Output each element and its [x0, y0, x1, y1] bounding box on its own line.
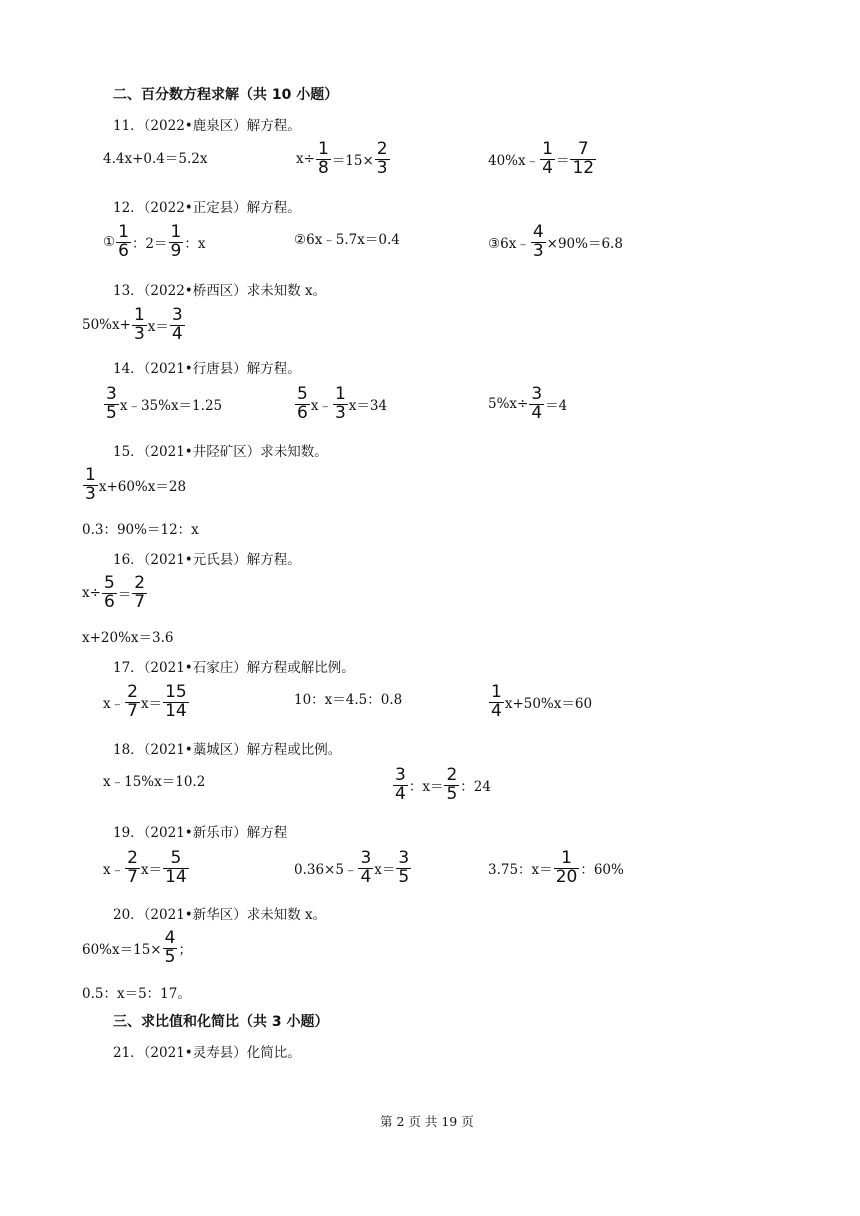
q12-equation-2: ②6x﹣5.7x＝0.4 [294, 232, 400, 248]
fraction: $\frac{1}{8}$ [317, 139, 329, 178]
fraction: $\frac{1}{4}$ [542, 139, 553, 178]
fraction: $\frac{4}{3}$ [532, 222, 544, 261]
fraction: $\frac{5}{14}$ [165, 848, 187, 887]
q17-equation-1: x﹣ $\frac{2}{7}$ x＝ $\frac{15}{14}$ [103, 682, 187, 721]
q12-equation-1: ① $\frac{1}{6}$ ：2＝ $\frac{1}{9}$ ：x [103, 222, 206, 261]
q15-equation-2: 0.3：90%＝12：x [82, 522, 199, 538]
q14-equation-2: $\frac{5}{6}$ x﹣ $\frac{1}{3}$ x＝34 [297, 384, 388, 423]
fraction: $\frac{7}{12}$ [572, 139, 595, 178]
fraction: $\frac{5}{6}$ [297, 384, 308, 423]
fraction: $\frac{1}{3}$ [85, 465, 96, 504]
q20-equation-1: 60%x＝15× $\frac{4}{5}$ ； [82, 928, 192, 967]
fraction: $\frac{2}{3}$ [376, 139, 388, 178]
question-13-label: 13．（2022•桥西区）求未知数 x。 [113, 283, 327, 299]
fraction: $\frac{2}{7}$ [134, 573, 146, 612]
fraction: $\frac{2}{5}$ [446, 765, 458, 804]
question-14-label: 14．（2021•行唐县）解方程。 [113, 361, 301, 377]
question-18-label: 18．（2021•藁城区）解方程或比例。 [113, 742, 342, 758]
q15-equation-1: $\frac{1}{3}$ x+60%x＝28 [85, 465, 187, 504]
q11-equation-3: 40%x﹣ $\frac{1}{4}$ ＝ $\frac{7}{12}$ [488, 139, 595, 178]
q18-equation-1: x﹣15%x＝10.2 [103, 774, 206, 790]
fraction: $\frac{15}{14}$ [165, 682, 187, 721]
q13-equation-1: 50%x+ $\frac{1}{3}$ x＝ $\frac{3}{4}$ [82, 305, 183, 344]
fraction: $\frac{3}{4}$ [531, 384, 543, 423]
fraction: $\frac{1}{4}$ [491, 682, 502, 721]
fraction: $\frac{3}{5}$ [398, 848, 410, 887]
fraction: $\frac{3}{4}$ [360, 848, 372, 887]
q16-equation-1: x÷ $\frac{5}{6}$ ＝ $\frac{2}{7}$ [82, 573, 146, 612]
q11-equation-1: 4.4x+0.4＝5.2x [103, 151, 208, 167]
q16-equation-2: x+20%x＝3.6 [82, 630, 174, 646]
q20-equation-2: 0.5：x＝5：17。 [82, 986, 191, 1002]
q18-equation-2: $\frac{3}{4}$ ：x＝ $\frac{2}{5}$ ：24 [395, 765, 491, 804]
fraction: $\frac{1}{20}$ [555, 848, 578, 887]
section-heading-2: 二、百分数方程求解（共 10 小题） [113, 87, 339, 103]
question-20-label: 20．（2021•新华区）求未知数 x。 [113, 907, 327, 923]
fraction: $\frac{5}{6}$ [103, 573, 115, 612]
q19-equation-1: x﹣ $\frac{2}{7}$ x＝ $\frac{5}{14}$ [103, 848, 187, 887]
question-17-label: 17．（2021•石家庄）解方程或解比例。 [113, 660, 355, 676]
q12-equation-3: ③6x﹣ $\frac{4}{3}$ ×90%＝6.8 [488, 222, 623, 261]
q14-equation-1: $\frac{3}{5}$ x﹣35%x＝1.25 [106, 384, 223, 423]
section-heading-3: 三、求比值和化简比（共 3 小题） [113, 1014, 329, 1030]
fraction: $\frac{3}{5}$ [106, 384, 117, 423]
fraction: $\frac{1}{6}$ [118, 222, 129, 261]
q19-equation-2: 0.36×5﹣ $\frac{3}{4}$ x＝ $\frac{3}{5}$ [294, 848, 410, 887]
page-footer: 第 2 页 共 19 页 [380, 1114, 474, 1129]
q14-equation-3: 5%x÷ $\frac{3}{4}$ ＝4 [488, 384, 568, 423]
q17-equation-3: $\frac{1}{4}$ x+50%x＝60 [491, 682, 593, 721]
fraction: $\frac{3}{4}$ [171, 305, 183, 344]
fraction: $\frac{1}{3}$ [334, 384, 346, 423]
question-11-label: 11．（2022•鹿泉区）解方程。 [113, 118, 301, 134]
fraction: $\frac{2}{7}$ [127, 848, 138, 887]
fraction: $\frac{4}{5}$ [164, 928, 176, 967]
q11-equation-2: x÷ $\frac{1}{8}$ ＝15× $\frac{2}{3}$ [296, 139, 388, 178]
fraction: $\frac{1}{3}$ [133, 305, 145, 344]
question-19-label: 19．（2021•新乐市）解方程 [113, 825, 288, 841]
q19-equation-3: 3.75：x＝ $\frac{1}{20}$ ：60% [488, 848, 624, 887]
question-15-label: 15．（2021•井陉矿区）求未知数。 [113, 444, 328, 460]
fraction: $\frac{3}{4}$ [395, 765, 406, 804]
question-16-label: 16．（2021•元氏县）解方程。 [113, 552, 301, 568]
q17-equation-2: 10：x＝4.5：0.8 [294, 692, 403, 708]
fraction: $\frac{1}{9}$ [170, 222, 182, 261]
fraction: $\frac{2}{7}$ [127, 682, 138, 721]
question-12-label: 12．（2022•正定县）解方程。 [113, 200, 301, 216]
question-21-label: 21．（2021•灵寿县）化简比。 [113, 1045, 301, 1061]
